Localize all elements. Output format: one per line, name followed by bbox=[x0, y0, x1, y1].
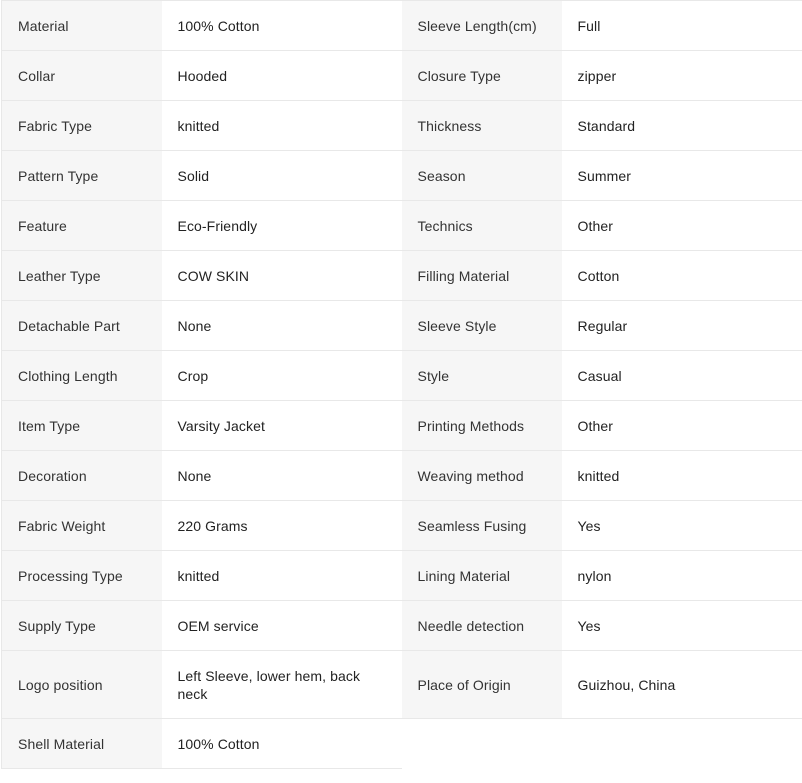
table-row bbox=[2, 1, 802, 51]
attribute-key: Lining Material bbox=[402, 551, 562, 601]
attribute-value: None bbox=[162, 451, 402, 501]
attribute-key: Supply Type bbox=[2, 601, 162, 651]
attribute-value: Eco-Friendly bbox=[162, 201, 402, 251]
attribute-value: None bbox=[162, 301, 402, 351]
product-attributes-table bbox=[1, 0, 802, 769]
attribute-value: zipper bbox=[562, 51, 802, 101]
attribute-value: knitted bbox=[162, 101, 402, 151]
attribute-key: Item Type bbox=[2, 401, 162, 451]
attribute-value: 100% Cotton bbox=[162, 719, 402, 769]
table-row bbox=[2, 401, 802, 451]
attribute-key: Collar bbox=[2, 51, 162, 101]
attribute-value: knitted bbox=[562, 451, 802, 501]
attribute-key: Processing Type bbox=[2, 551, 162, 601]
attribute-key: Sleeve Length(cm) bbox=[402, 1, 562, 51]
attribute-value: nylon bbox=[562, 551, 802, 601]
attribute-key: Feature bbox=[2, 201, 162, 251]
attribute-value: Yes bbox=[562, 501, 802, 551]
attribute-key: Clothing Length bbox=[2, 351, 162, 401]
attribute-key: Style bbox=[402, 351, 562, 401]
attribute-value: Full bbox=[562, 1, 802, 51]
attribute-key: Pattern Type bbox=[2, 151, 162, 201]
attribute-value: Casual bbox=[562, 351, 802, 401]
table-row bbox=[2, 719, 802, 769]
attribute-key: Detachable Part bbox=[2, 301, 162, 351]
attribute-key: Place of Origin bbox=[402, 651, 562, 719]
table-row bbox=[2, 651, 802, 719]
attribute-value: Crop bbox=[162, 351, 402, 401]
attribute-value: Cotton bbox=[562, 251, 802, 301]
table-row bbox=[2, 51, 802, 101]
attribute-key: Shell Material bbox=[2, 719, 162, 769]
attribute-key: Fabric Type bbox=[2, 101, 162, 151]
attribute-key: Needle detection bbox=[402, 601, 562, 651]
attribute-value: Other bbox=[562, 201, 802, 251]
attribute-value: Standard bbox=[562, 101, 802, 151]
attribute-key: Leather Type bbox=[2, 251, 162, 301]
attribute-value: Guizhou, China bbox=[562, 651, 802, 719]
attribute-value: 100% Cotton bbox=[162, 1, 402, 51]
empty-cell bbox=[402, 719, 562, 769]
table-row bbox=[2, 351, 802, 401]
attribute-value: Yes bbox=[562, 601, 802, 651]
attribute-key: Closure Type bbox=[402, 51, 562, 101]
table-row bbox=[2, 101, 802, 151]
attribute-value: Regular bbox=[562, 301, 802, 351]
attribute-value: Left Sleeve, lower hem, back neck bbox=[162, 651, 402, 719]
table-row bbox=[2, 601, 802, 651]
attribute-value: Other bbox=[562, 401, 802, 451]
attribute-value: Solid bbox=[162, 151, 402, 201]
attribute-key: Season bbox=[402, 151, 562, 201]
attribute-key: Logo position bbox=[2, 651, 162, 719]
attribute-key: Seamless Fusing bbox=[402, 501, 562, 551]
table-row bbox=[2, 501, 802, 551]
empty-cell bbox=[562, 719, 802, 769]
attribute-value: 220 Grams bbox=[162, 501, 402, 551]
attribute-value: COW SKIN bbox=[162, 251, 402, 301]
attribute-key: Printing Methods bbox=[402, 401, 562, 451]
attribute-key: Thickness bbox=[402, 101, 562, 151]
table-row bbox=[2, 551, 802, 601]
attribute-value: Summer bbox=[562, 151, 802, 201]
attribute-key: Sleeve Style bbox=[402, 301, 562, 351]
table-row bbox=[2, 301, 802, 351]
attribute-value: Hooded bbox=[162, 51, 402, 101]
attribute-key: Weaving method bbox=[402, 451, 562, 501]
table-row bbox=[2, 151, 802, 201]
attribute-key: Fabric Weight bbox=[2, 501, 162, 551]
attribute-value: OEM service bbox=[162, 601, 402, 651]
table-row bbox=[2, 251, 802, 301]
attribute-key: Material bbox=[2, 1, 162, 51]
attribute-value: Varsity Jacket bbox=[162, 401, 402, 451]
attribute-key: Filling Material bbox=[402, 251, 562, 301]
attribute-key: Technics bbox=[402, 201, 562, 251]
attribute-key: Decoration bbox=[2, 451, 162, 501]
table-row bbox=[2, 201, 802, 251]
attribute-value: knitted bbox=[162, 551, 402, 601]
table-row bbox=[2, 451, 802, 501]
